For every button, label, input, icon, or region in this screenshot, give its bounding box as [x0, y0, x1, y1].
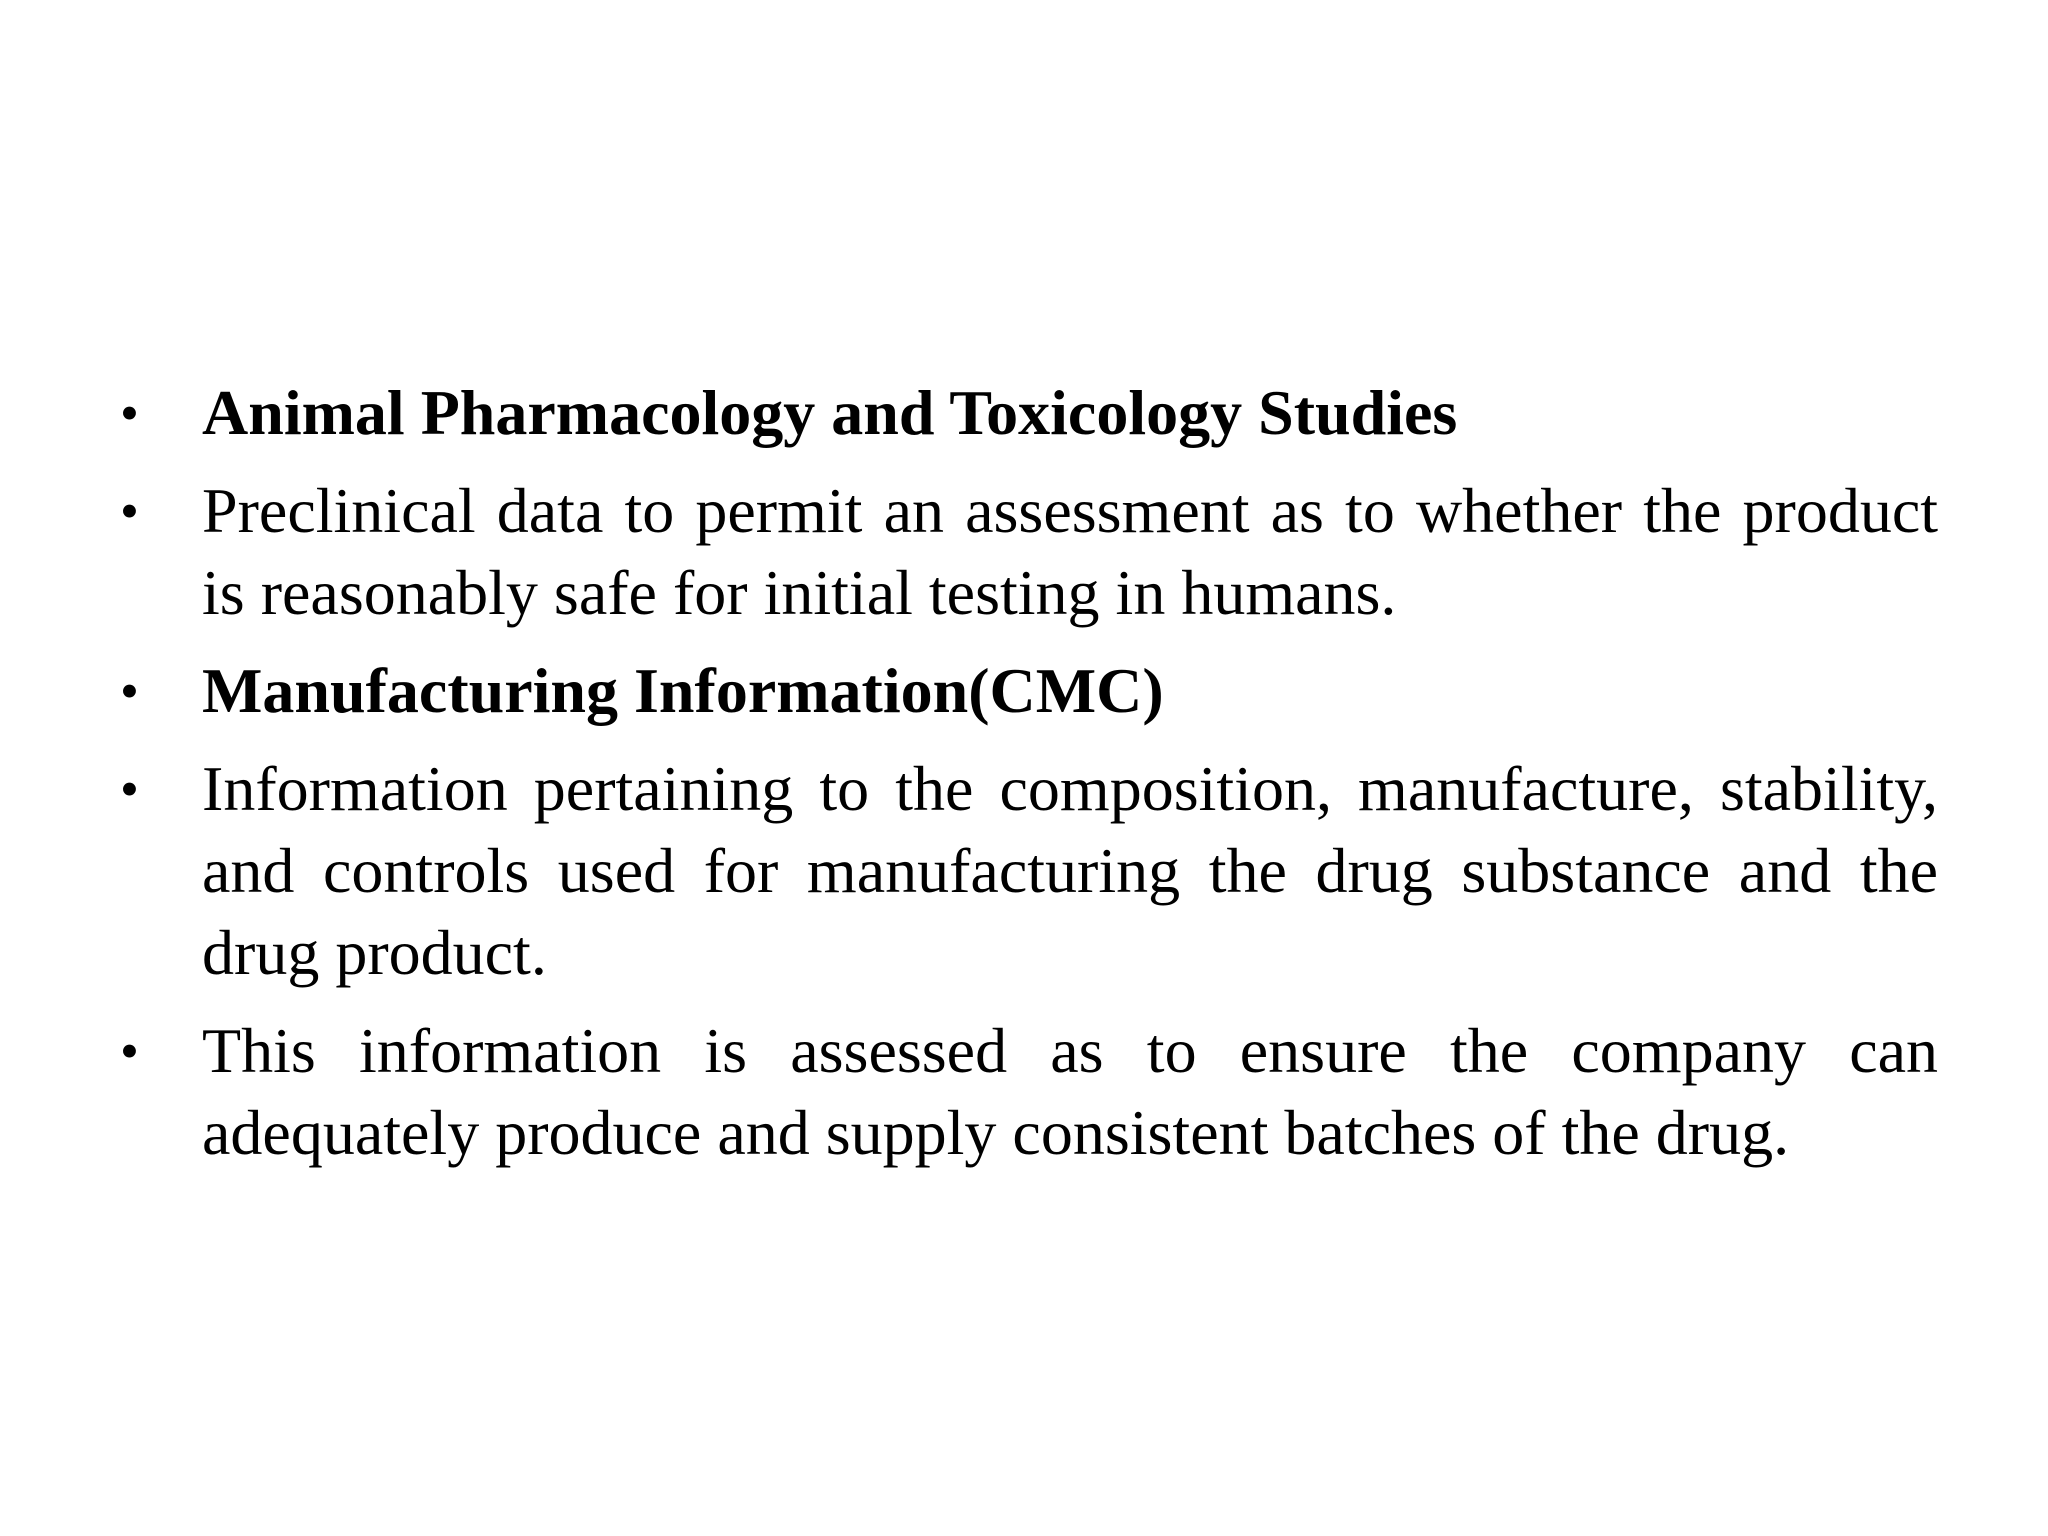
bullet-item-information-assessed [120, 1010, 1938, 1174]
bullet-text: Manufacturing Information(CMC) [202, 655, 1164, 726]
bullet-item-animal-pharmacology [120, 372, 1938, 454]
bullet-icon: • [120, 481, 139, 541]
bullet-item-preclinical-data [120, 470, 1938, 634]
bullet-item-manufacturing-information [120, 650, 1938, 732]
bullet-icon: • [120, 759, 139, 819]
bullet-icon: • [120, 1021, 139, 1081]
bullet-icon: • [120, 661, 139, 721]
bullet-list [120, 372, 1938, 1174]
bullet-item-information-pertaining [120, 748, 1938, 994]
bullet-text: Preclinical data to permit an assessment as to whether the product is reasonably safe for initial testing in humans. [202, 475, 1938, 628]
bullet-text: This information is assessed as to ensure the company can adequately produce and supply consistent batches of the drug. [202, 1015, 1938, 1168]
bullet-icon: • [120, 383, 139, 443]
bullet-text: Information pertaining to the composition, manufacture, stability, and controls used for manufacturing the drug substance and the drug product. [202, 753, 1938, 988]
bullet-text: Animal Pharmacology and Toxicology Studies [202, 377, 1458, 448]
